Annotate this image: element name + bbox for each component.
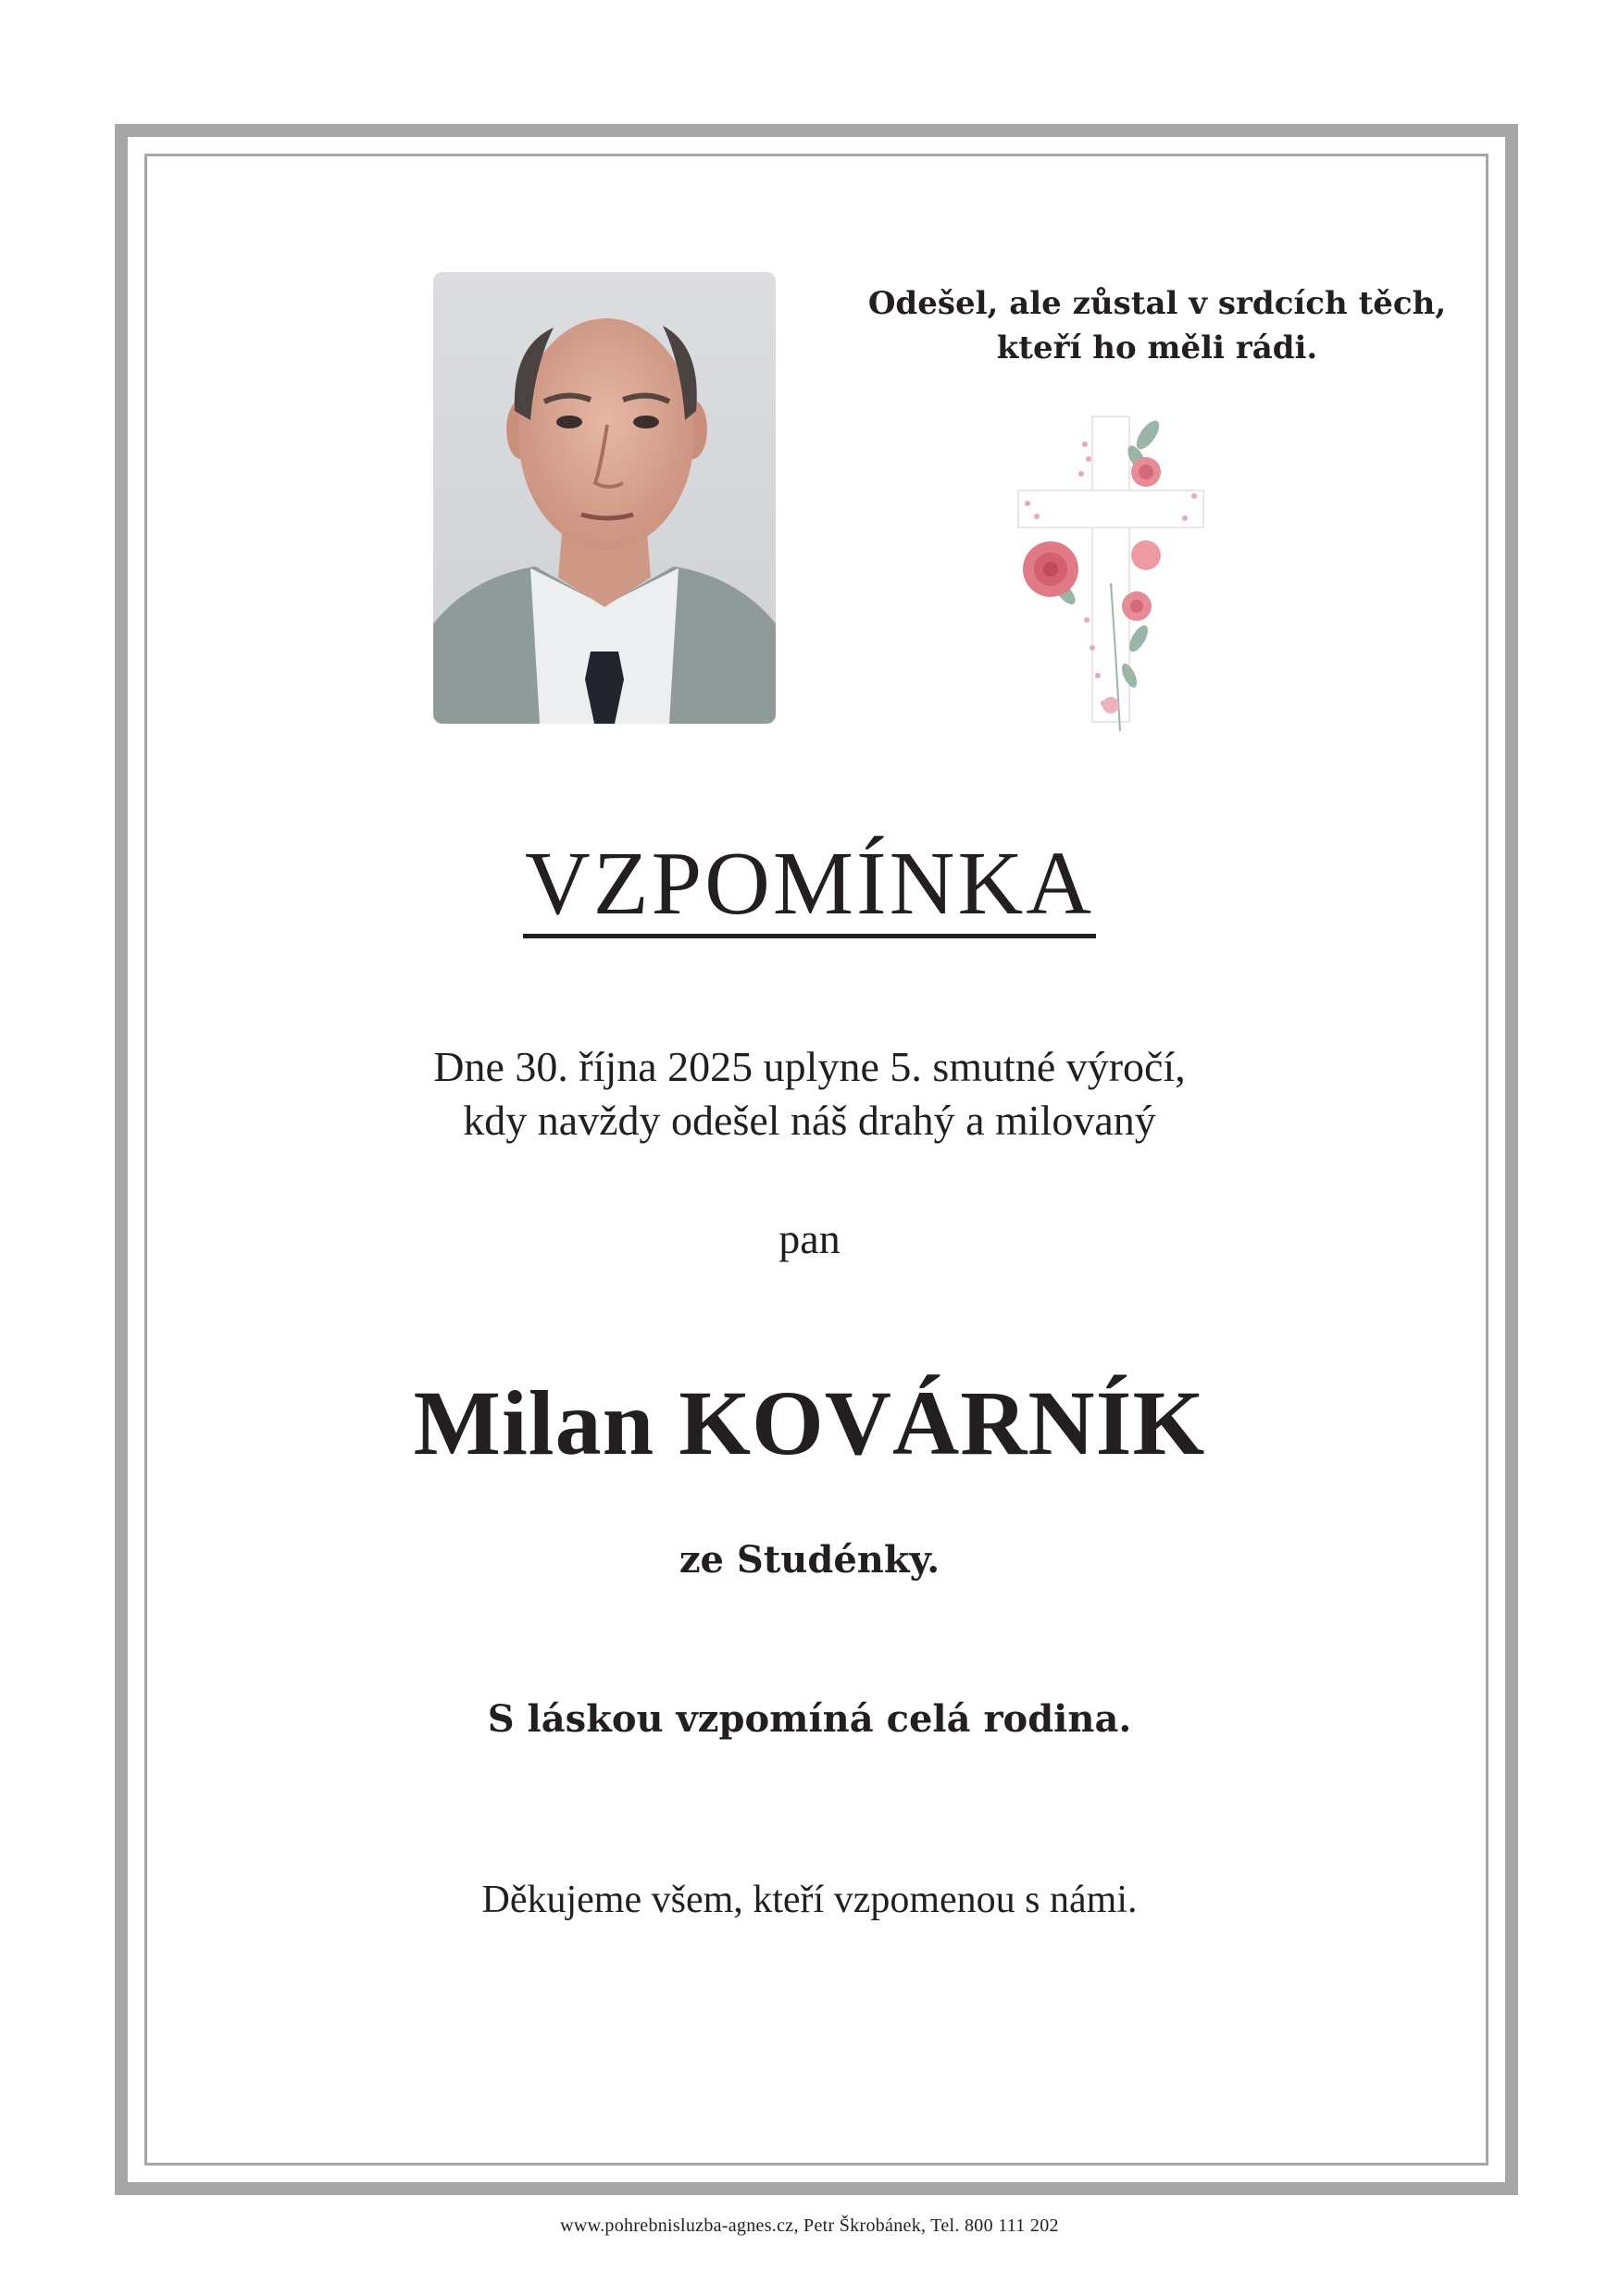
- announcement-line-2: kdy navždy odešel náš drahý a milovaný: [463, 1097, 1156, 1144]
- heading: [0, 833, 1619, 938]
- origin: ze Studénky.: [679, 1538, 940, 1582]
- portrait-photo: [433, 272, 776, 724]
- inner-frame: [144, 154, 1488, 2166]
- motto: [815, 281, 1500, 370]
- announcement: [0, 1040, 1619, 1148]
- motto-line-1: Odešel, ale zůstal v srdcích těch,: [867, 285, 1447, 322]
- thanks-note: Děkujeme všem, kteří vzpomenou s námi.: [481, 1879, 1138, 1921]
- footer: www.pohrebnisluzba-agnes.cz, Petr Škrobánek, Tel. 800 111 202: [560, 2215, 1059, 2236]
- title-word: pan: [778, 1215, 841, 1262]
- announcement-line-1: Dne 30. října 2025 uplyne 5. smutné výročí,: [433, 1043, 1186, 1090]
- heading-text: VZPOMÍNKA: [523, 836, 1096, 938]
- floral-cross-icon: [1000, 407, 1222, 740]
- motto-line-2: kteří ho měli rádi.: [996, 329, 1318, 366]
- deceased-name: Milan KOVÁRNÍK: [413, 1371, 1206, 1474]
- family-note: S láskou vzpomíná celá rodina.: [487, 1697, 1132, 1741]
